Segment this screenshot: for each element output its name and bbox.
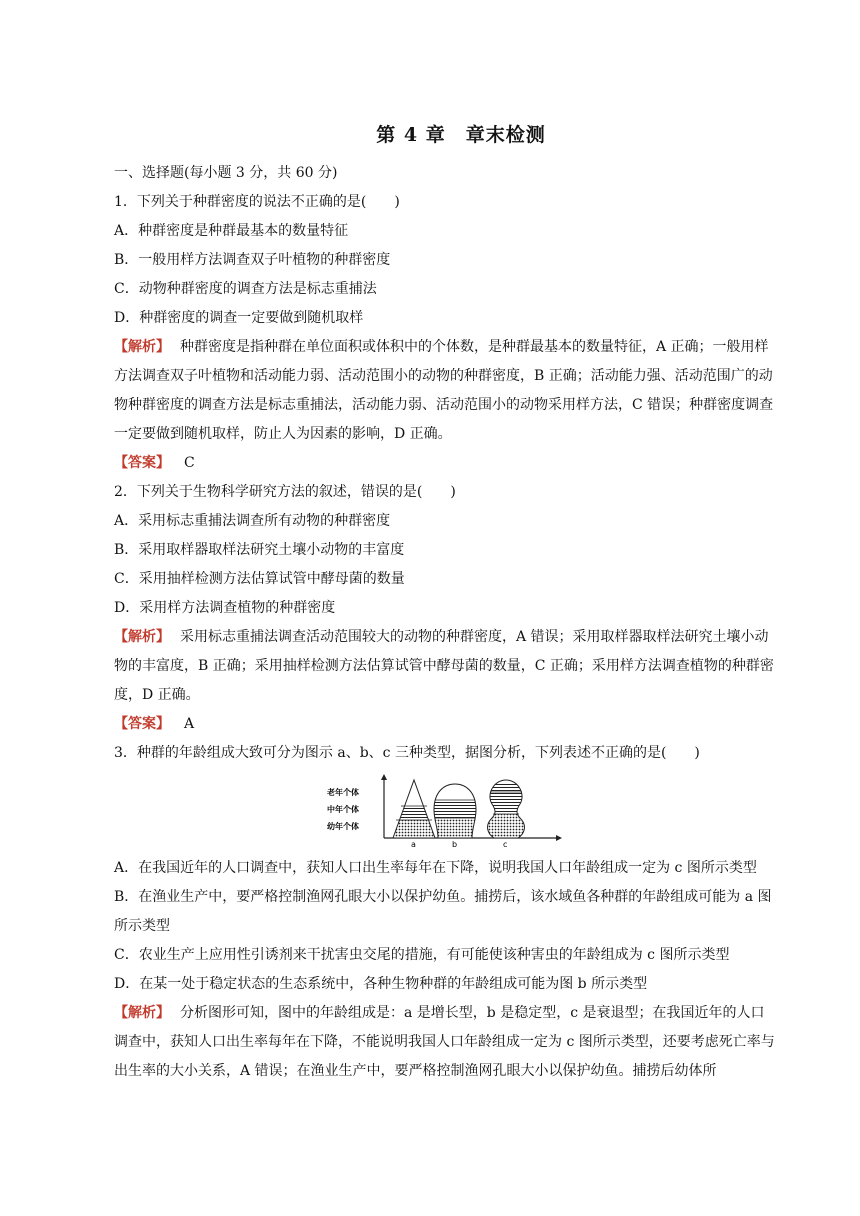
- question-2-option-a: A．采用标志重捕法调查所有动物的种群密度: [114, 513, 391, 529]
- question-1-option-c: C．动物种群密度的调查方法是标志重捕法: [114, 281, 377, 297]
- question-3-analysis-text: 分析图形可知，图中的年龄组成是：a 是增长型，b 是稳定型，c 是衰退型；在我国近年的人口调查中，获知人口出生率每年在下降，不能说明我国人口年龄组成一定为 c 图所示类型，还要考虑死亡率与出生率的大小关系，A 错误；在渔业生产中，要严格控制渔网孔眼大小以保护幼鱼。捕捞后幼体所: [114, 1005, 775, 1079]
- section-heading: 一、选择题(每小题 3 分，共 60 分): [114, 165, 338, 181]
- x-label-b: b: [452, 840, 458, 848]
- y-label-middle: 中年个体: [327, 805, 359, 814]
- x-axis-arrow: [556, 835, 562, 841]
- question-3-option-a: A．在我国近年的人口调查中，获知人口出生率每年在下降，说明我国人口年龄组成一定为 c 图所示类型: [114, 860, 757, 876]
- question-2-option-d: D．采用样方法调查植物的种群密度: [114, 600, 336, 616]
- y-label-young: 幼年个体: [327, 822, 359, 831]
- question-3-analysis: [114, 999, 778, 1086]
- analysis-tag: 【解析】: [114, 629, 170, 645]
- question-1-stem: 1．下列关于种群密度的说法不正确的是( ): [114, 194, 400, 210]
- question-3-option-b: B．在渔业生产中，要严格控制渔网孔眼大小以保护幼鱼。捕捞后，该水域鱼各种群的年龄组成可能为 a 图所示类型: [114, 889, 772, 934]
- x-label-a: a: [411, 840, 416, 848]
- page-title: 第 4 章 章末检测: [376, 124, 546, 146]
- question-2-analysis-text: 采用标志重捕法调查活动范围较大的动物的种群密度，A 错误；采用取样器取样法研究土壤小动物的丰富度，B 正确；采用抽样检测方法估算试管中酵母菌的数量，C 正确；采用样方法调查植物的种群密度，D 正确。: [114, 629, 774, 703]
- y-label-old: 老年个体: [327, 788, 359, 797]
- question-1-answer-value: C: [184, 455, 195, 471]
- question-2-analysis: [114, 623, 778, 710]
- question-1-option-d: D．种群密度的调查一定要做到随机取样: [114, 310, 364, 326]
- age-structure-diagram: [326, 774, 566, 848]
- document-content: [114, 120, 778, 1086]
- question-1-answer: [114, 449, 778, 478]
- age-structure-figure: [114, 768, 778, 854]
- question-3-option-d: D．在某一处于稳定状态的生态系统中，各种生物种群的年龄组成可能为图 b 所示类型: [114, 976, 648, 992]
- question-2-option-c: C．采用抽样检测方法估算试管中酵母菌的数量: [114, 571, 405, 587]
- question-2-answer: [114, 710, 778, 739]
- x-label-c: c: [503, 840, 508, 848]
- shape-c-fill: [476, 774, 536, 840]
- question-2-answer-value: A: [184, 716, 195, 732]
- question-1-analysis-text: 种群密度是指种群在单位面积或体积中的个体数，是种群最基本的数量特征，A 正确；一般用样方法调查双子叶植物和活动能力弱、活动范围小的动物的种群密度，B 正确；活动能力强、活动范围广的动物种群密度的调查方法是标志重捕法，活动能力弱、活动范围小的动物采用样方法，C 错误；种群密度调查一定要做到随机取样，防止人为因素的影响，D 正确。: [114, 339, 774, 442]
- analysis-tag: 【解析】: [114, 339, 170, 355]
- answer-tag: 【答案】: [114, 716, 170, 732]
- question-3-stem: 3．种群的年龄组成大致可分为图示 a、b、c 三种类型，据图分析，下列表述不正确的是( ): [114, 745, 700, 761]
- question-1-option-b: B．一般用样方法调查双子叶植物的种群密度: [114, 252, 391, 268]
- question-1-option-a: A．种群密度是种群最基本的数量特征: [114, 223, 349, 239]
- question-2-stem: 2．下列关于生物科学研究方法的叙述，错误的是( ): [114, 484, 456, 500]
- answer-tag: 【答案】: [114, 455, 170, 471]
- question-1-analysis: [114, 333, 778, 449]
- question-3-option-c: C．农业生产上应用性引诱剂来干扰害虫交尾的措施，有可能使该种害虫的年龄组成为 c 图所示类型: [114, 947, 730, 963]
- y-axis-arrow: [381, 774, 387, 780]
- analysis-tag: 【解析】: [114, 1005, 170, 1021]
- question-2-option-b: B．采用取样器取样法研究土壤小动物的丰富度: [114, 542, 405, 558]
